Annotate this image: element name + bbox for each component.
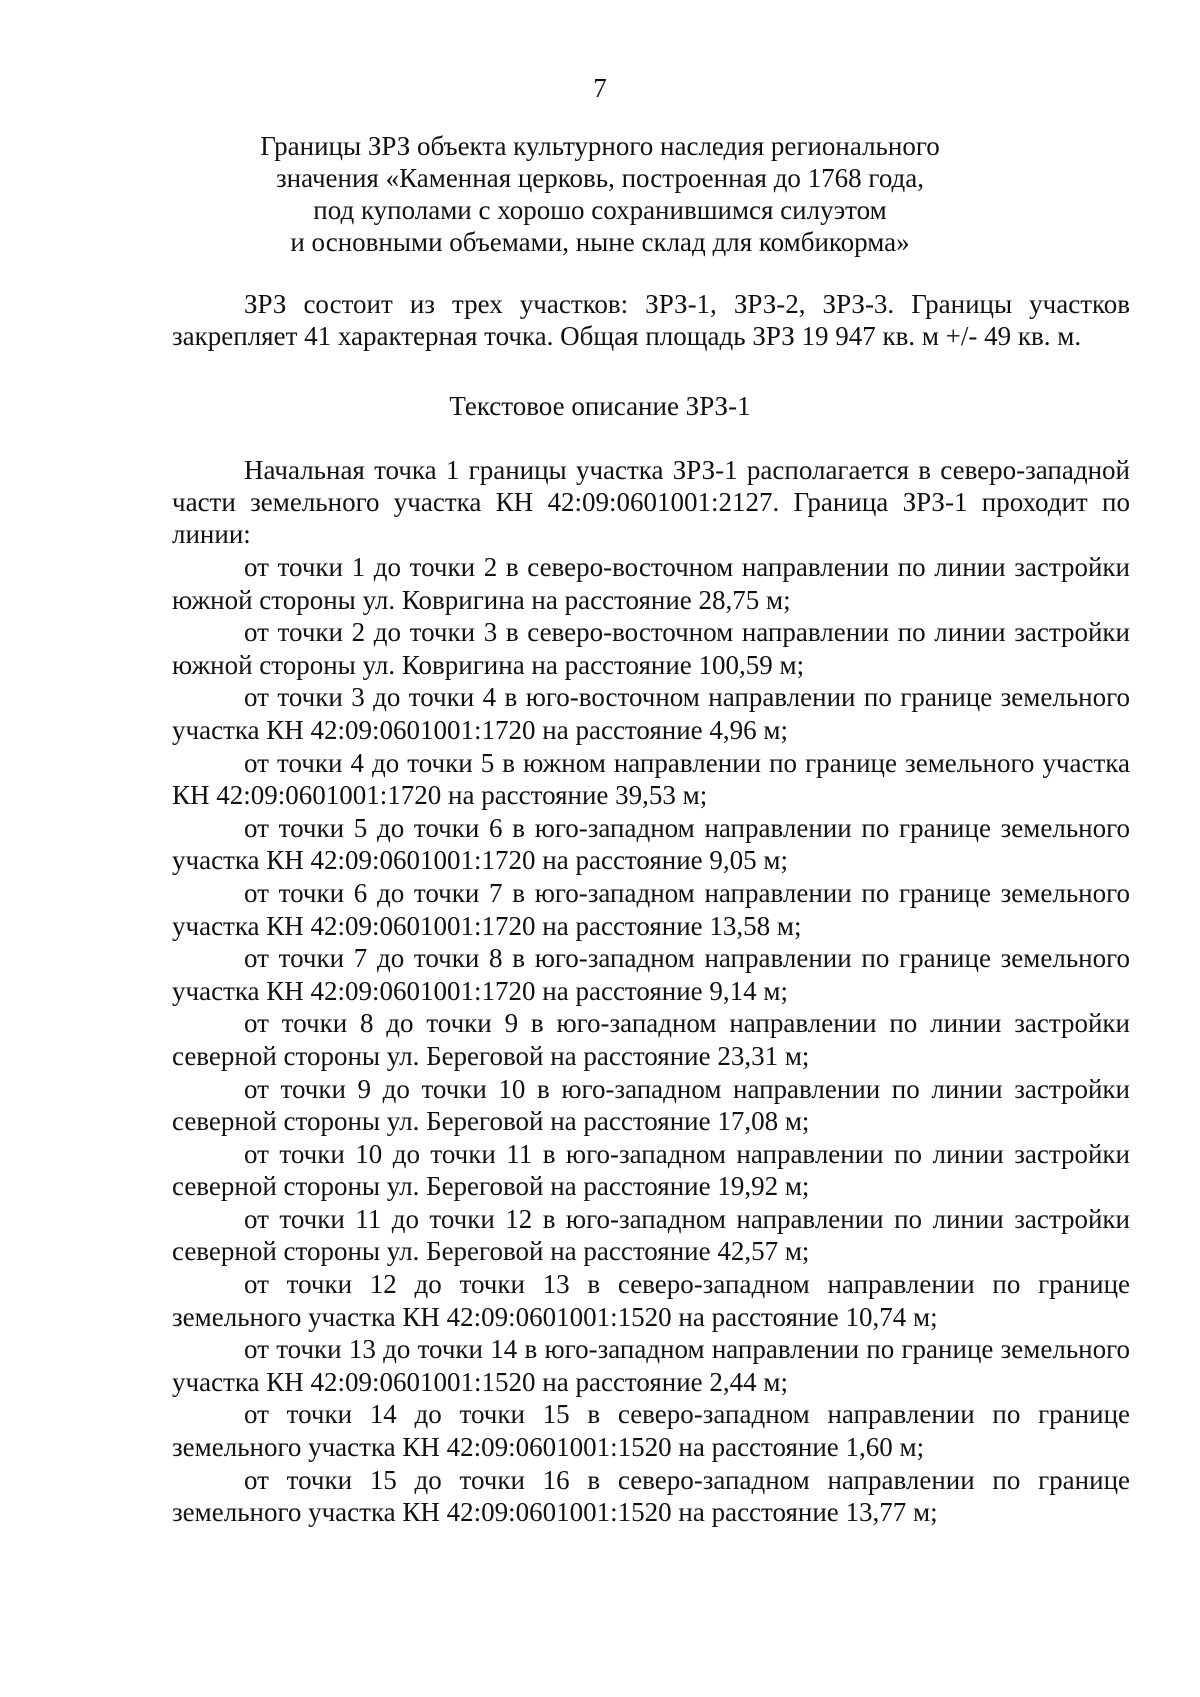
boundary-segment: от точки 4 до точки 5 в южном направлении по границе земельного участка КН 42:09:0601001:1720 на расстояние 39,53 м; xyxy=(172,747,1130,811)
boundary-segment: от точки 8 до точки 9 в юго-западном направлении по линии застройки северной стороны ул. Береговой на расстояние 23,31 м; xyxy=(172,1008,1130,1071)
page-number: 7 xyxy=(593,73,607,103)
boundary-segment: от точки 6 до точки 7 в юго-западном направлении по границе земельного участка КН 42:09:0601001:1720 на расстояние 13,58 м; xyxy=(172,877,1130,941)
boundary-segment: от точки 7 до точки 8 в юго-западном направлении по границе земельного участка КН 42:09:0601001:1720 на расстояние 9,14 м; xyxy=(172,943,1130,1006)
boundary-segment: от точки 2 до точки 3 в северо-восточном направлении по линии застройки южной стороны ул. Ковригина на расстояние 100,59 м; xyxy=(172,617,1130,680)
boundary-segment: от точки 1 до точки 2 в северо-восточном направлении по линии застройки южной стороны ул. Ковригина на расстояние 28,75 м; xyxy=(172,552,1130,615)
boundary-segments-list xyxy=(172,551,1130,1529)
boundary-segment: от точки 9 до точки 10 в юго-западном направлении по линии застройки северной стороны ул. Береговой на расстояние 17,08 м; xyxy=(172,1073,1130,1137)
boundary-segment: от точки 5 до точки 6 в юго-западном направлении по границе земельного участка КН 42:09:0601001:1720 на расстояние 9,05 м; xyxy=(172,812,1130,876)
title-line: и основными объемами, ныне склад для комбикорма» xyxy=(290,227,910,257)
boundary-segment: от точки 14 до точки 15 в северо-западном направлении по границе земельного участка КН 42:09:0601001:1520 на расстояние 1,60 м; xyxy=(172,1399,1130,1463)
title-line: значения «Каменная церковь, построенная до 1768 года, xyxy=(275,163,925,193)
boundary-segment: от точки 12 до точки 13 в северо-западном направлении по границе земельного участка КН 42:09:0601001:1520 на расстояние 10,74 м; xyxy=(172,1269,1130,1332)
intro-text: ЗРЗ состоит из трех участков: ЗРЗ-1, ЗРЗ-2, ЗРЗ-3. Границы участков закрепляет 41 характерная точка. Общая площадь ЗРЗ 19 947 кв. м +/- 49 кв. м. xyxy=(172,289,1130,351)
section-subtitle: Текстовое описание ЗРЗ-1 xyxy=(449,391,751,421)
first-paragraph-text: Начальная точка 1 границы участка ЗРЗ-1 располагается в северо-западной части земельного участка КН 42:09:0601001:2127. Граница ЗРЗ-1 проходит по линии: xyxy=(172,455,1130,549)
first-paragraph xyxy=(172,454,1130,550)
intro-paragraph xyxy=(172,288,1130,352)
boundary-segment: от точки 15 до точки 16 в северо-западном направлении по границе земельного участка КН 42:09:0601001:1520 на расстояние 13,77 м; xyxy=(172,1464,1130,1528)
boundary-segment: от точки 3 до точки 4 в юго-восточном направлении по границе земельного участка КН 42:09:0601001:1720 на расстояние 4,96 м; xyxy=(172,682,1130,745)
title-line: под куполами с хорошо сохранившимся силуэтом xyxy=(313,195,887,225)
document-title xyxy=(240,130,960,258)
boundary-segment: от точки 11 до точки 12 в юго-западном направлении по линии застройки северной стороны ул. Береговой на расстояние 42,57 м; xyxy=(172,1203,1130,1267)
boundary-segment: от точки 10 до точки 11 в юго-западном направлении по линии застройки северной стороны ул. Береговой на расстояние 19,92 м; xyxy=(172,1138,1130,1202)
boundary-segment: от точки 13 до точки 14 в юго-западном направлении по границе земельного участка КН 42:09:0601001:1520 на расстояние 2,44 м; xyxy=(172,1334,1130,1397)
title-line: Границы ЗРЗ объекта культурного наследия регионального xyxy=(260,131,940,161)
